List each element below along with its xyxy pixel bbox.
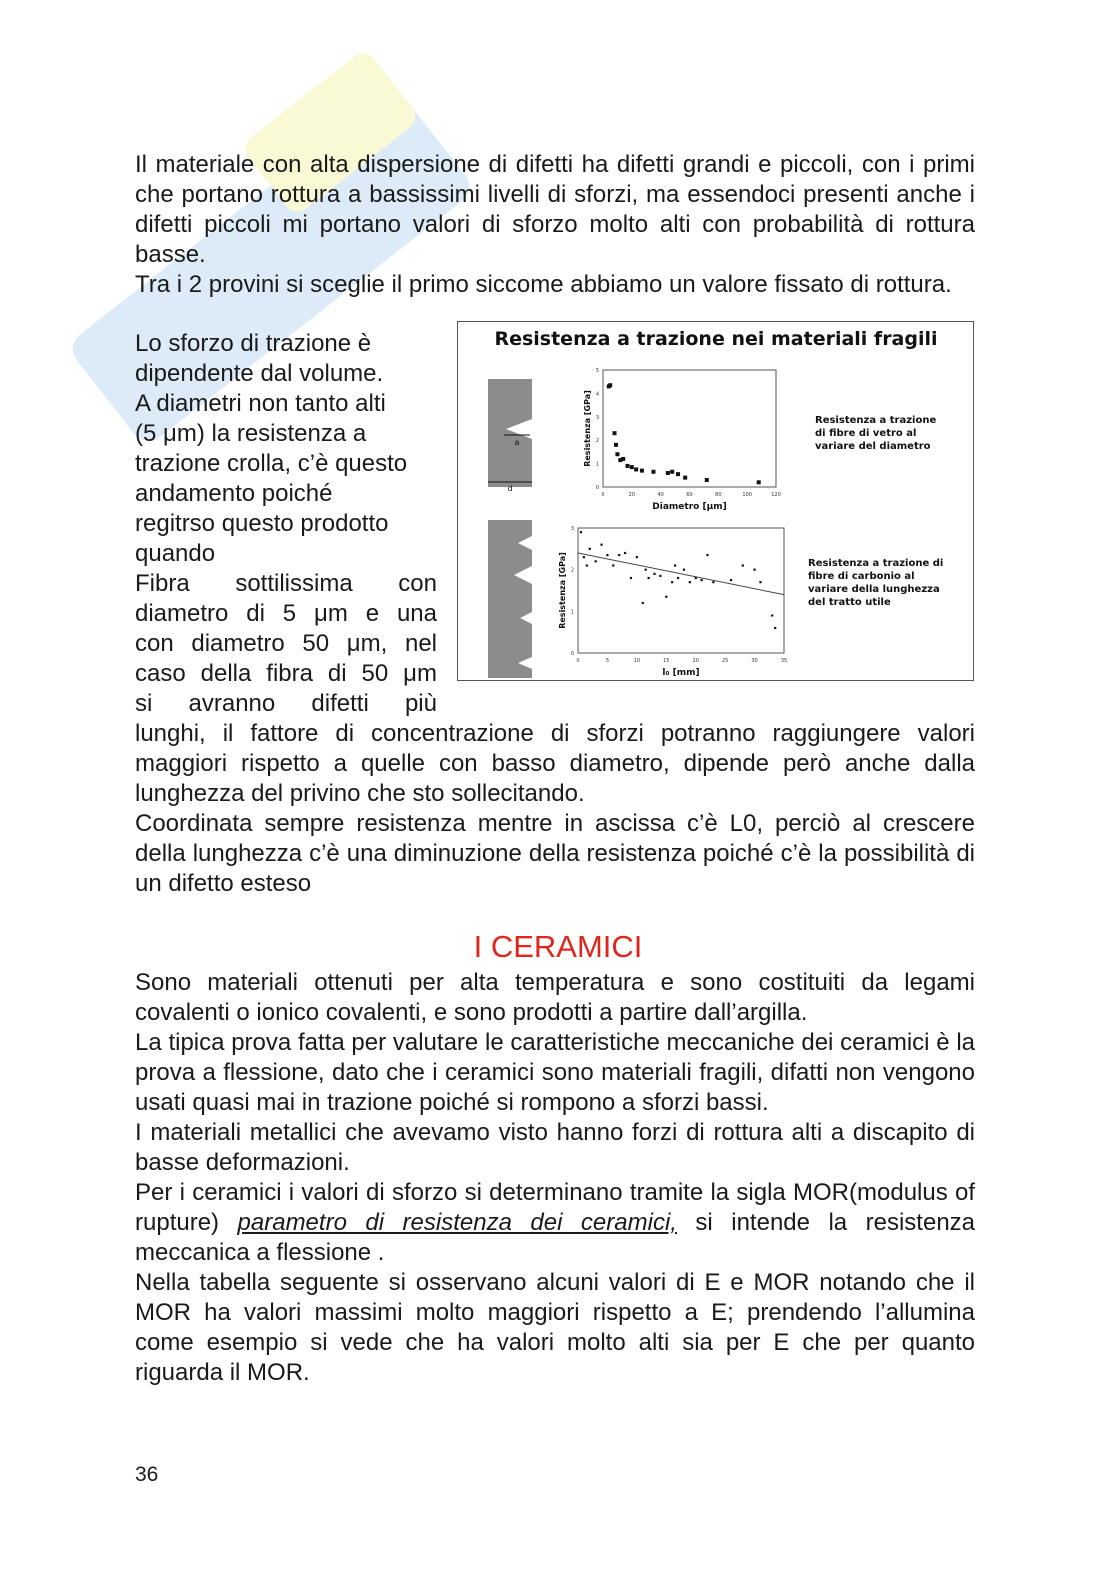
x-axis-label: Diametro [μm]: [652, 502, 727, 512]
data-point: [651, 470, 655, 474]
data-point: [606, 554, 608, 556]
note2-line: fibre di carbonio al: [808, 571, 915, 582]
data-point: [615, 452, 619, 456]
data-point: [653, 573, 655, 575]
data-point: [674, 564, 676, 566]
mor-text-after: si intende la resistenza meccanica a flessione .: [135, 1209, 976, 1266]
data-point: [742, 564, 744, 566]
paragraph-provini: Tra i 2 provini si sceglie il primo siccome abbiamo un valore fissato di rottura.: [135, 271, 952, 298]
x-tick-label: 40: [657, 492, 664, 498]
wrap-line: (5 μm) la resistenza a: [135, 420, 367, 447]
data-point: [659, 575, 661, 577]
note2-line: del tratto utile: [808, 597, 891, 608]
data-point: [705, 478, 709, 482]
paragraph-tabella: Nella tabella seguente si osservano alcuni valori di E e MOR notando che il MOR ha valori massimi molto maggiori rispetto a E; prendendo l’allumina come esempio si vede che ha valori molto alti sia per E che per quanto riguarda il MOR.: [135, 1269, 975, 1386]
data-point: [665, 596, 667, 598]
paragraph-difetti-lunghi: lunghi, il fattore di concentrazione di sforzi potranno raggiungere valori maggiori rispetto a quelle con basso diametro, dipende però anche dalla lunghezza del privino che sto sollecitando.: [135, 720, 975, 807]
paragraph-dispersione: Il materiale con alta dispersione di difetti ha difetti grandi e piccoli, con i primi che portano rottura a bassissimi livelli di sforzi, ma essendoci presenti anche i difetti piccoli mi portano valori di sforzo molto alti con probabilità di rottura basse.: [135, 151, 975, 268]
x-axis-label: l₀ [mm]: [662, 668, 700, 678]
mor-text-before: Per i ceramici i valori di sforzo si determinano tramite la sigla MOR(modulus of rupture): [135, 1179, 975, 1236]
y-tick-label: 1: [570, 609, 574, 616]
x-tick-label: 0: [601, 492, 605, 498]
data-point: [706, 554, 708, 556]
x-tick-label: 30: [751, 658, 758, 664]
chart-glass-fiber-diameter: [583, 368, 781, 512]
y-axis-label: Resistenza [GPa]: [583, 390, 592, 467]
data-point: [618, 554, 620, 556]
y-tick-label: 2: [595, 438, 599, 445]
y-tick-label: 3: [570, 526, 574, 532]
data-point: [642, 602, 644, 604]
paragraph-prova-flessione: La tipica prova fatta per valutare le caratteristiche meccaniche dei ceramici è la prova a flessione, dato che i ceramici sono materiali fragili, difatti non vengono usati quasi mai in trazione poiché si rompono a sforzi bassi.: [135, 1029, 975, 1116]
data-point: [634, 467, 638, 471]
x-tick-label: 25: [721, 658, 729, 664]
data-point: [626, 464, 630, 468]
x-tick-label: 100: [742, 492, 752, 498]
data-point: [701, 579, 703, 581]
paragraph-metallici: I materiali metallici che avevamo visto hanno forzi di rottura alti a discapito di basse deformazioni.: [135, 1119, 975, 1176]
data-point: [774, 627, 776, 629]
mor-definition-link: parametro di resistenza dei ceramici,: [237, 1209, 677, 1236]
wrap-line: andamento poiché: [135, 480, 333, 507]
note-glass-fiber: [815, 415, 936, 452]
note1-line: di fibre di vetro al: [815, 428, 917, 439]
wrap-line: caso della fibra di 50 μm: [135, 660, 437, 687]
data-point: [614, 443, 618, 447]
data-point: [600, 544, 602, 546]
x-tick-label: 20: [692, 658, 699, 664]
note2-line: Resistenza a trazione di: [808, 558, 944, 569]
y-tick-label: 1: [595, 461, 599, 468]
wrap-line: regitrso questo prodotto: [135, 510, 389, 537]
data-point: [695, 577, 697, 579]
y-tick-label: 0: [570, 651, 574, 657]
data-point: [636, 556, 638, 558]
x-tick-label: 20: [628, 492, 636, 498]
wrap-line: quando: [135, 540, 216, 567]
data-point: [683, 476, 687, 480]
x-tick-label: 0: [576, 658, 580, 664]
y-tick-label: 5: [595, 368, 599, 374]
dimension-label-d: d: [507, 484, 513, 493]
data-point: [683, 569, 685, 571]
data-point: [586, 564, 588, 566]
data-point: [612, 564, 614, 566]
data-point: [608, 383, 612, 387]
note1-line: Resistenza a trazione: [815, 415, 937, 426]
y-tick-label: 4: [595, 391, 599, 398]
data-point: [589, 548, 591, 550]
y-tick-label: 0: [595, 485, 599, 491]
trend-line: [578, 553, 784, 595]
note2-line: variare della lunghezza: [808, 584, 940, 595]
wrapped-text-column: [135, 329, 437, 719]
data-point: [621, 457, 625, 461]
data-point: [677, 577, 679, 579]
wrap-line: diametro di 5 μm e una: [135, 600, 437, 627]
wrap-line: dipendente dal volume.: [135, 360, 384, 387]
paragraph-coordinata: Coordinata sempre resistenza mentre in ascissa c’è L0, perciò al crescere della lunghezza c’è una diminuzione della resistenza poiché c’è la possibilità di un difetto esteso: [135, 810, 975, 897]
data-point: [753, 569, 755, 571]
section-title-ceramici: I CERAMICI: [473, 929, 643, 964]
data-point: [771, 614, 773, 616]
dimension-label-a: a: [514, 438, 520, 447]
data-point: [712, 581, 714, 583]
page-number: 36: [135, 1463, 159, 1486]
data-point: [648, 577, 650, 579]
wrap-line: con diametro 50 μm, nel: [135, 630, 437, 657]
paragraph-ceramici-def: Sono materiali ottenuti per alta temperatura e sono costituiti da legami covalenti o ionico covalenti, e sono prodotti a partire dall’argilla.: [135, 969, 975, 1026]
data-point: [759, 581, 761, 583]
x-tick-label: 35: [780, 658, 788, 664]
data-point: [666, 471, 670, 475]
wrap-line: trazione crolla, c’è questo: [135, 450, 408, 477]
data-point: [730, 579, 732, 581]
paragraph-mor: [135, 1178, 975, 1268]
wrap-line: Fibra sottilissima con: [135, 570, 437, 597]
x-tick-label: 10: [633, 658, 641, 664]
note-carbon-fiber: [808, 558, 943, 608]
x-tick-label: 120: [771, 492, 781, 498]
note1-line: variare del diametro: [815, 441, 931, 452]
multi-notched-specimen-diagram: [488, 520, 532, 678]
x-tick-label: 60: [686, 492, 693, 498]
intro-text: [135, 150, 975, 300]
y-tick-label: 2: [570, 567, 574, 574]
figure-title: Resistenza a trazione nei materiali fragili: [494, 328, 938, 350]
data-point: [580, 531, 582, 533]
x-tick-label: 15: [663, 658, 670, 664]
data-point: [595, 560, 597, 562]
wrap-line: A diametri non tanto alti: [135, 390, 386, 417]
data-point: [630, 465, 634, 469]
data-point: [671, 581, 673, 583]
data-point: [689, 581, 691, 583]
chart-carbon-fiber-length: [558, 526, 787, 678]
plot-frame: [603, 370, 776, 487]
data-point: [630, 577, 632, 579]
data-point: [676, 472, 680, 476]
figure-brittle-materials: [457, 321, 974, 681]
x-tick-label: 80: [715, 492, 722, 498]
y-axis-label: Resistenza [GPa]: [558, 552, 567, 629]
data-point: [624, 552, 626, 554]
after-figure-text: [135, 719, 975, 899]
data-point: [757, 480, 761, 484]
data-point: [645, 569, 647, 571]
ceramici-text: [135, 968, 975, 1388]
notched-specimen-diagram: [488, 379, 532, 493]
figure-canvas: [458, 322, 975, 682]
y-tick-label: 3: [595, 414, 599, 421]
data-point: [583, 556, 585, 558]
data-point: [640, 469, 644, 473]
plot-frame: [578, 528, 784, 653]
wrap-line: si avranno difetti più: [135, 690, 437, 717]
data-point: [670, 470, 674, 474]
wrap-line: Lo sforzo di trazione è: [135, 330, 372, 357]
data-point: [613, 431, 617, 435]
x-tick-label: 5: [605, 658, 610, 664]
